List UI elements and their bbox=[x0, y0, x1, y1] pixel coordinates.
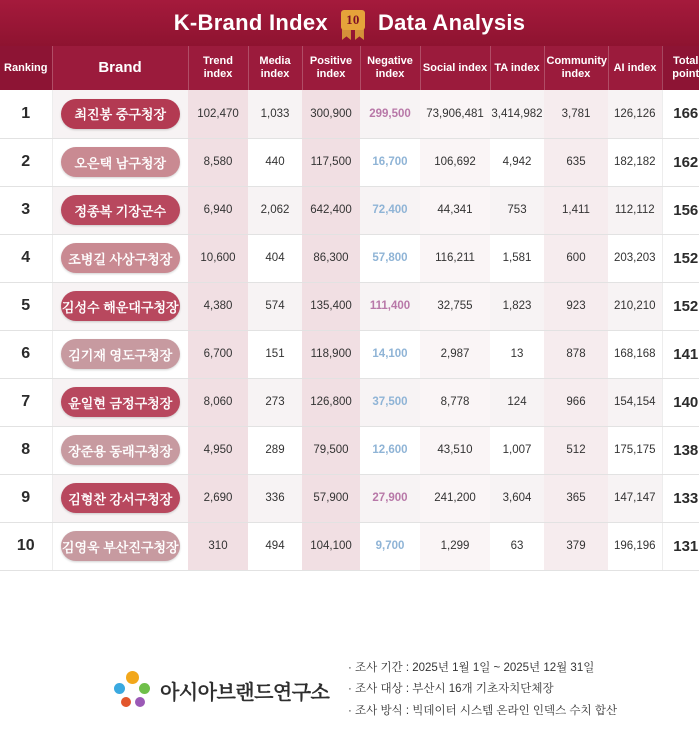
cell-ta-index: 13 bbox=[490, 330, 544, 378]
cell-community-index: 923 bbox=[544, 282, 608, 330]
col-header-brand: Brand bbox=[52, 46, 188, 90]
cell-trend-index: 4,950 bbox=[188, 426, 248, 474]
cell-social-index: 44,341 bbox=[420, 186, 490, 234]
cell-negative-index: 27,900 bbox=[360, 474, 420, 522]
anniversary-10-icon bbox=[338, 8, 368, 38]
cell-total-point: 166 bbox=[662, 90, 699, 138]
col-header-social-index: Social index bbox=[420, 46, 490, 90]
cell-ai-index: 182,182 bbox=[608, 138, 662, 186]
cell-social-index: 2,987 bbox=[420, 330, 490, 378]
brand-pill[interactable]: 정종복 기장군수 bbox=[61, 195, 181, 225]
survey-notes bbox=[348, 658, 617, 722]
cell-ai-index: 126,126 bbox=[608, 90, 662, 138]
cell-media-index: 404 bbox=[248, 234, 302, 282]
cell-rank: 4 bbox=[0, 234, 52, 282]
cell-positive-index: 57,900 bbox=[302, 474, 360, 522]
cell-media-index: 574 bbox=[248, 282, 302, 330]
cell-brand[interactable] bbox=[52, 474, 188, 522]
cell-brand[interactable] bbox=[52, 282, 188, 330]
brand-pill[interactable]: 김형찬 강서구청장 bbox=[61, 483, 181, 513]
page-title bbox=[174, 8, 526, 38]
cell-negative-index: 12,600 bbox=[360, 426, 420, 474]
table-row bbox=[0, 330, 699, 378]
cell-community-index: 878 bbox=[544, 330, 608, 378]
brand-pill[interactable]: 김영욱 부산진구청장 bbox=[61, 531, 181, 561]
cell-social-index: 8,778 bbox=[420, 378, 490, 426]
cell-negative-index: 37,500 bbox=[360, 378, 420, 426]
cell-positive-index: 104,100 bbox=[302, 522, 360, 570]
col-header-ranking: Ranking bbox=[0, 46, 52, 90]
cell-brand[interactable] bbox=[52, 330, 188, 378]
cell-community-index: 635 bbox=[544, 138, 608, 186]
cell-trend-index: 10,600 bbox=[188, 234, 248, 282]
col-header-negative-index: Negative index bbox=[360, 46, 420, 90]
col-header-community-index: Community index bbox=[544, 46, 608, 90]
col-header-ai-index: AI index bbox=[608, 46, 662, 90]
table-row bbox=[0, 282, 699, 330]
cell-media-index: 273 bbox=[248, 378, 302, 426]
table-row bbox=[0, 234, 699, 282]
brand-pill[interactable]: 조병길 사상구청장 bbox=[61, 243, 181, 273]
cell-positive-index: 79,500 bbox=[302, 426, 360, 474]
cell-ta-index: 63 bbox=[490, 522, 544, 570]
cell-negative-index: 16,700 bbox=[360, 138, 420, 186]
cell-trend-index: 310 bbox=[188, 522, 248, 570]
cell-negative-index: 72,400 bbox=[360, 186, 420, 234]
col-header-trend-index: Trend index bbox=[188, 46, 248, 90]
table-row bbox=[0, 186, 699, 234]
note-subject: · 조사 대상 : 부산시 16개 기초자치단체장 bbox=[348, 683, 554, 696]
cell-rank: 6 bbox=[0, 330, 52, 378]
cell-total-point: 162 bbox=[662, 138, 699, 186]
cell-ta-index: 1,823 bbox=[490, 282, 544, 330]
institute-name: 아시아브랜드연구소 bbox=[160, 681, 330, 704]
cell-brand[interactable] bbox=[52, 138, 188, 186]
cell-trend-index: 6,940 bbox=[188, 186, 248, 234]
cell-ta-index: 3,604 bbox=[490, 474, 544, 522]
cell-social-index: 106,692 bbox=[420, 138, 490, 186]
cell-brand[interactable] bbox=[52, 378, 188, 426]
cell-ta-index: 4,942 bbox=[490, 138, 544, 186]
title-left-text: K-Brand Index bbox=[173, 10, 328, 35]
col-header-media-index: Media index bbox=[248, 46, 302, 90]
brand-pill[interactable]: 김성수 해운대구청장 bbox=[61, 291, 181, 321]
cell-brand[interactable] bbox=[52, 234, 188, 282]
cell-media-index: 289 bbox=[248, 426, 302, 474]
brand-pill[interactable]: 장준용 동래구청장 bbox=[61, 435, 181, 465]
cell-social-index: 43,510 bbox=[420, 426, 490, 474]
cell-negative-index: 299,500 bbox=[360, 90, 420, 138]
cell-rank: 2 bbox=[0, 138, 52, 186]
cell-rank: 10 bbox=[0, 522, 52, 570]
institute-logo bbox=[18, 671, 348, 709]
cell-total-point: 133 bbox=[662, 474, 699, 522]
cell-total-point: 156 bbox=[662, 186, 699, 234]
cell-total-point: 152 bbox=[662, 234, 699, 282]
table-body bbox=[0, 90, 699, 570]
cell-rank: 3 bbox=[0, 186, 52, 234]
cell-community-index: 600 bbox=[544, 234, 608, 282]
table-row bbox=[0, 474, 699, 522]
cell-ai-index: 168,168 bbox=[608, 330, 662, 378]
cell-ai-index: 210,210 bbox=[608, 282, 662, 330]
cell-total-point: 140 bbox=[662, 378, 699, 426]
cell-brand[interactable] bbox=[52, 426, 188, 474]
col-header-positive-index: Positive index bbox=[302, 46, 360, 90]
cell-positive-index: 300,900 bbox=[302, 90, 360, 138]
table-row bbox=[0, 138, 699, 186]
note-method: · 조사 방식 : 빅데이터 시스템 온라인 인덱스 수치 합산 bbox=[348, 704, 618, 717]
cell-positive-index: 126,800 bbox=[302, 378, 360, 426]
brand-pill[interactable]: 윤일현 금정구청장 bbox=[61, 387, 181, 417]
cell-ta-index: 753 bbox=[490, 186, 544, 234]
cell-trend-index: 8,580 bbox=[188, 138, 248, 186]
brand-pill[interactable]: 최진봉 중구청장 bbox=[61, 99, 181, 129]
cell-ta-index: 124 bbox=[490, 378, 544, 426]
cell-brand[interactable] bbox=[52, 522, 188, 570]
cell-negative-index: 14,100 bbox=[360, 330, 420, 378]
cell-community-index: 1,411 bbox=[544, 186, 608, 234]
cell-negative-index: 111,400 bbox=[360, 282, 420, 330]
cell-positive-index: 117,500 bbox=[302, 138, 360, 186]
cell-community-index: 379 bbox=[544, 522, 608, 570]
cell-social-index: 73,906,481 bbox=[420, 90, 490, 138]
title-right-text: Data Analysis bbox=[377, 10, 526, 35]
cell-media-index: 336 bbox=[248, 474, 302, 522]
col-header-total-point: Total point bbox=[662, 46, 699, 90]
cell-brand[interactable] bbox=[52, 186, 188, 234]
cell-social-index: 32,755 bbox=[420, 282, 490, 330]
table-row bbox=[0, 522, 699, 570]
anniversary-badge-number: 10 bbox=[341, 10, 365, 30]
footer bbox=[0, 646, 699, 734]
cell-ai-index: 154,154 bbox=[608, 378, 662, 426]
cell-total-point: 152 bbox=[662, 282, 699, 330]
cell-total-point: 138 bbox=[662, 426, 699, 474]
header-banner bbox=[0, 0, 699, 46]
cell-trend-index: 102,470 bbox=[188, 90, 248, 138]
table-row bbox=[0, 426, 699, 474]
cell-ta-index: 1,581 bbox=[490, 234, 544, 282]
cell-positive-index: 642,400 bbox=[302, 186, 360, 234]
note-period: · 조사 기간 : 2025년 1월 1일 ~ 2025년 12월 31일 bbox=[348, 662, 595, 675]
cell-positive-index: 135,400 bbox=[302, 282, 360, 330]
cell-rank: 8 bbox=[0, 426, 52, 474]
col-header-ta-index: TA index bbox=[490, 46, 544, 90]
cell-ai-index: 203,203 bbox=[608, 234, 662, 282]
cell-positive-index: 118,900 bbox=[302, 330, 360, 378]
cell-positive-index: 86,300 bbox=[302, 234, 360, 282]
table-row bbox=[0, 378, 699, 426]
cell-media-index: 151 bbox=[248, 330, 302, 378]
cell-ta-index: 3,414,982 bbox=[490, 90, 544, 138]
cell-trend-index: 4,380 bbox=[188, 282, 248, 330]
cell-total-point: 131 bbox=[662, 522, 699, 570]
cell-trend-index: 8,060 bbox=[188, 378, 248, 426]
cell-brand[interactable] bbox=[52, 90, 188, 138]
brand-pill[interactable]: 김기재 영도구청장 bbox=[61, 339, 181, 369]
cell-negative-index: 9,700 bbox=[360, 522, 420, 570]
cell-rank: 7 bbox=[0, 378, 52, 426]
ranking-table bbox=[0, 46, 699, 571]
cell-rank: 9 bbox=[0, 474, 52, 522]
cell-rank: 5 bbox=[0, 282, 52, 330]
cell-community-index: 365 bbox=[544, 474, 608, 522]
cell-ai-index: 196,196 bbox=[608, 522, 662, 570]
cell-negative-index: 57,800 bbox=[360, 234, 420, 282]
cell-ai-index: 175,175 bbox=[608, 426, 662, 474]
cell-social-index: 1,299 bbox=[420, 522, 490, 570]
cell-social-index: 116,211 bbox=[420, 234, 490, 282]
cell-media-index: 1,033 bbox=[248, 90, 302, 138]
table-row bbox=[0, 90, 699, 138]
table-header-row bbox=[0, 46, 699, 90]
cell-ai-index: 147,147 bbox=[608, 474, 662, 522]
people-logo-icon bbox=[114, 671, 152, 709]
cell-community-index: 3,781 bbox=[544, 90, 608, 138]
cell-ta-index: 1,007 bbox=[490, 426, 544, 474]
cell-community-index: 512 bbox=[544, 426, 608, 474]
cell-community-index: 966 bbox=[544, 378, 608, 426]
cell-trend-index: 2,690 bbox=[188, 474, 248, 522]
cell-ai-index: 112,112 bbox=[608, 186, 662, 234]
cell-rank: 1 bbox=[0, 90, 52, 138]
cell-media-index: 2,062 bbox=[248, 186, 302, 234]
cell-social-index: 241,200 bbox=[420, 474, 490, 522]
cell-media-index: 494 bbox=[248, 522, 302, 570]
cell-media-index: 440 bbox=[248, 138, 302, 186]
cell-total-point: 141 bbox=[662, 330, 699, 378]
brand-pill[interactable]: 오은택 남구청장 bbox=[61, 147, 181, 177]
cell-trend-index: 6,700 bbox=[188, 330, 248, 378]
